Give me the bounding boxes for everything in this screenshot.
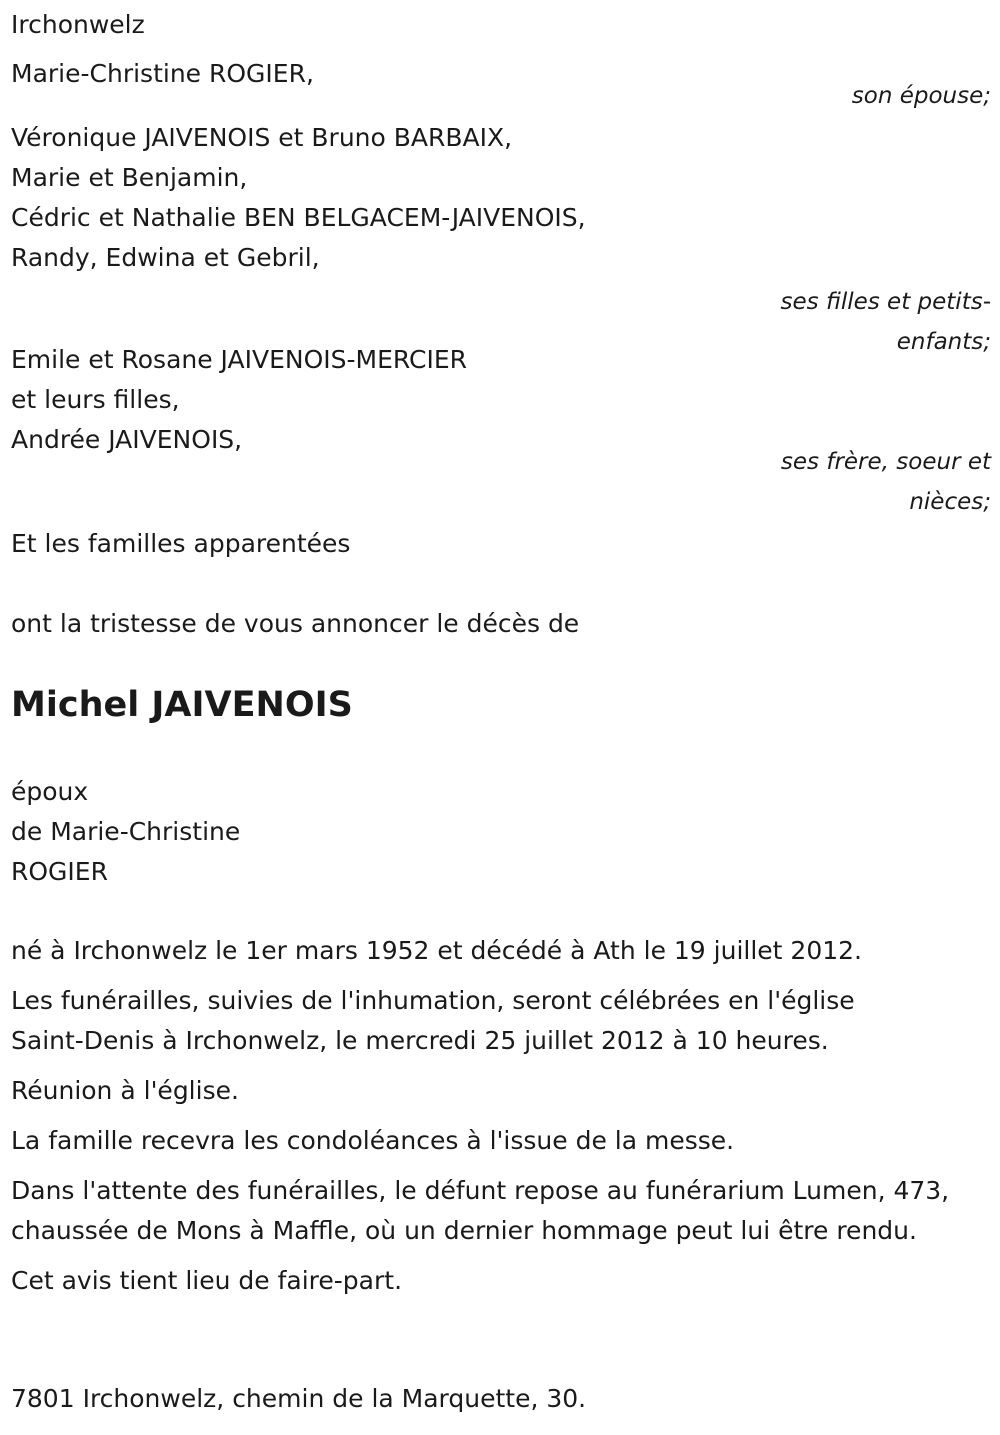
location-header: Irchonwelz xyxy=(11,10,145,39)
details-block xyxy=(11,931,986,1301)
siblings-line: Andrée JAIVENOIS, xyxy=(11,425,243,454)
children-line: Randy, Edwina et Gebril, xyxy=(11,243,320,272)
address-line: 7801 Irchonwelz, chemin de la Marquette, 30. xyxy=(11,1384,587,1413)
children-group xyxy=(11,118,991,362)
children-role: ses filles et petits-enfants; xyxy=(780,289,991,355)
families-line: Et les familles apparentées xyxy=(11,529,351,558)
funeral-text: Les funérailles, suivies de l'inhumation, seront célébrées en l'église Saint-Denis à Irchonwelz, le mercredi 25 juillet 2012 à 10 heures. xyxy=(11,986,855,1055)
spouse-of-line: de Marie-Christine xyxy=(11,817,241,846)
notice-text: Cet avis tient lieu de faire-part. xyxy=(11,1266,403,1295)
children-line: Véronique JAIVENOIS et Bruno BARBAIX, xyxy=(11,123,513,152)
children-line: Marie et Benjamin, xyxy=(11,163,248,192)
rest-text: Dans l'attente des funérailles, le défunt repose au funérarium Lumen, 473, chaussée de Mons à Maffle, où un dernier hommage peut lui être rendu. xyxy=(11,1176,950,1245)
birth-death-text: né à Irchonwelz le 1er mars 1952 et décédé à Ath le 19 juillet 2012. xyxy=(11,936,862,965)
condolences-text: La famille recevra les condoléances à l'issue de la messe. xyxy=(11,1126,735,1155)
siblings-role: ses frère, soeur et nièces; xyxy=(780,449,991,515)
spouse-group xyxy=(11,54,991,116)
siblings-group xyxy=(11,340,991,522)
meeting-text: Réunion à l'église. xyxy=(11,1076,239,1105)
announcement-line: ont la tristesse de vous annoncer le décès de xyxy=(11,609,580,638)
spouse-of-line: ROGIER xyxy=(11,857,108,886)
spouse-of-line: époux xyxy=(11,777,89,806)
spouse-role: son épouse; xyxy=(851,83,991,109)
siblings-line: Emile et Rosane JAIVENOIS-MERCIER xyxy=(11,345,467,374)
spouse-line: Marie-Christine ROGIER, xyxy=(11,59,314,88)
children-line: Cédric et Nathalie BEN BELGACEM-JAIVENOIS, xyxy=(11,203,586,232)
deceased-name: Michel JAIVENOIS xyxy=(11,685,353,725)
siblings-line: et leurs filles, xyxy=(11,385,180,414)
spouse-of-block xyxy=(11,772,240,892)
